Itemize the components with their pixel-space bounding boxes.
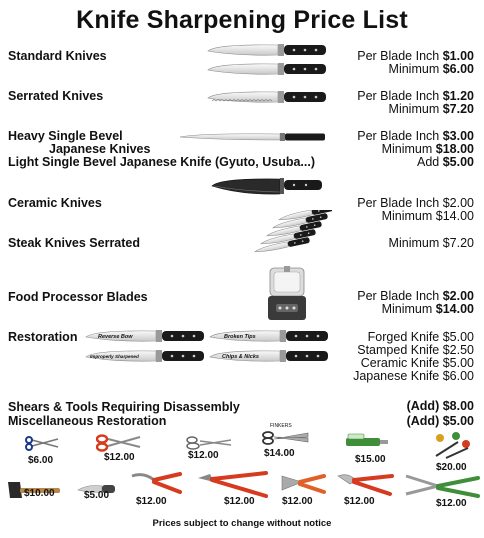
standard-knives-image — [206, 42, 330, 78]
hand-pruner-icon — [334, 470, 394, 498]
pruning-shears-icon — [130, 470, 182, 496]
tool-price: $12.00 — [344, 496, 375, 507]
tool-price: $6.00 — [28, 455, 54, 466]
tool-price: $15.00 — [355, 454, 386, 465]
misc-restoration-label: Miscellaneous Restoration — [8, 414, 167, 428]
food-processor-image — [264, 266, 316, 322]
brand-label: FINKERS — [270, 423, 292, 429]
orange-shears-icon — [278, 472, 326, 496]
heavy-bevel-label-2: Japanese Knives — [49, 142, 151, 156]
sticker-chips-nicks: Chips & Nicks — [222, 354, 259, 360]
food-processor-price: Per Blade Inch $2.00 Minimum $14.00 — [357, 289, 474, 316]
ceramic-knives-price: Per Blade Inch $2.00 Minimum $14.00 — [357, 196, 474, 223]
tool-price: $14.00 — [264, 448, 295, 459]
sticker-broken-tips: Broken Tips — [224, 334, 256, 340]
ceramic-knife-image — [210, 177, 324, 199]
tool-price: $12.00 — [224, 496, 255, 507]
light-bevel-price: Add $5.00 — [416, 155, 474, 169]
standard-knives-label: Standard Knives — [8, 49, 107, 63]
serrated-knives-label: Serrated Knives — [8, 89, 104, 103]
japanese-knife-image — [180, 132, 326, 144]
heavy-bevel-label-1: Heavy Single Bevel — [8, 129, 123, 143]
sticker-improperly-sharpened: Improperly Sharpened — [90, 354, 139, 359]
tool-price: $12.00 — [188, 450, 219, 461]
footer-note: Prices subject to change without notice — [152, 518, 332, 529]
tool-price: $20.00 — [436, 462, 467, 473]
fabric-shears-icon — [186, 436, 232, 450]
steak-knives-image — [252, 210, 332, 262]
restoration-price: Forged Knife $5.00 Stamped Knife $2.50 Ceramic Knife $5.00 Japanese Knife $6.00 — [353, 330, 474, 383]
heavy-bevel-price: Per Blade Inch $3.00 Minimum $18.00 — [357, 129, 474, 156]
serrated-knives-price: Per Blade Inch $1.20 Minimum $7.20 — [357, 89, 474, 116]
light-bevel-label: Light Single Bevel Japanese Knife (Gyuto, Usuba...) — [8, 155, 316, 169]
misc-restoration-price: (Add) $5.00 — [406, 414, 474, 428]
steak-knives-price: Minimum $7.20 — [388, 236, 474, 250]
garden-tools-icon — [428, 430, 474, 460]
tool-price: $10.00 — [24, 488, 55, 499]
page-title: Knife Sharpening Price List — [76, 6, 408, 34]
kitchen-shears-icon — [96, 434, 142, 452]
tool-price: $12.00 — [104, 452, 135, 463]
ceramic-knives-label: Ceramic Knives — [8, 196, 102, 210]
restoration-label: Restoration — [8, 330, 78, 344]
restoration-knives-image — [84, 326, 330, 368]
food-processor-label: Food Processor Blades — [8, 290, 148, 304]
serrated-knife-image — [206, 89, 330, 105]
small-scissors-icon — [24, 436, 60, 452]
tool-price: $5.00 — [84, 490, 110, 501]
tool-price: $12.00 — [282, 496, 313, 507]
shears-label: Shears & Tools Requiring Disassembly — [8, 400, 240, 414]
pinking-shears-icon — [262, 430, 310, 446]
green-tool-icon — [344, 432, 390, 452]
tool-price: $12.00 — [436, 498, 467, 509]
steak-knives-label: Steak Knives Serrated — [8, 236, 141, 250]
sticker-reverse-bow: Reverse Bow — [98, 334, 133, 340]
standard-knives-price: Per Blade Inch $1.00 Minimum $6.00 — [357, 49, 474, 76]
tool-price: $12.00 — [136, 496, 167, 507]
shears-price: (Add) $8.00 — [406, 399, 474, 413]
